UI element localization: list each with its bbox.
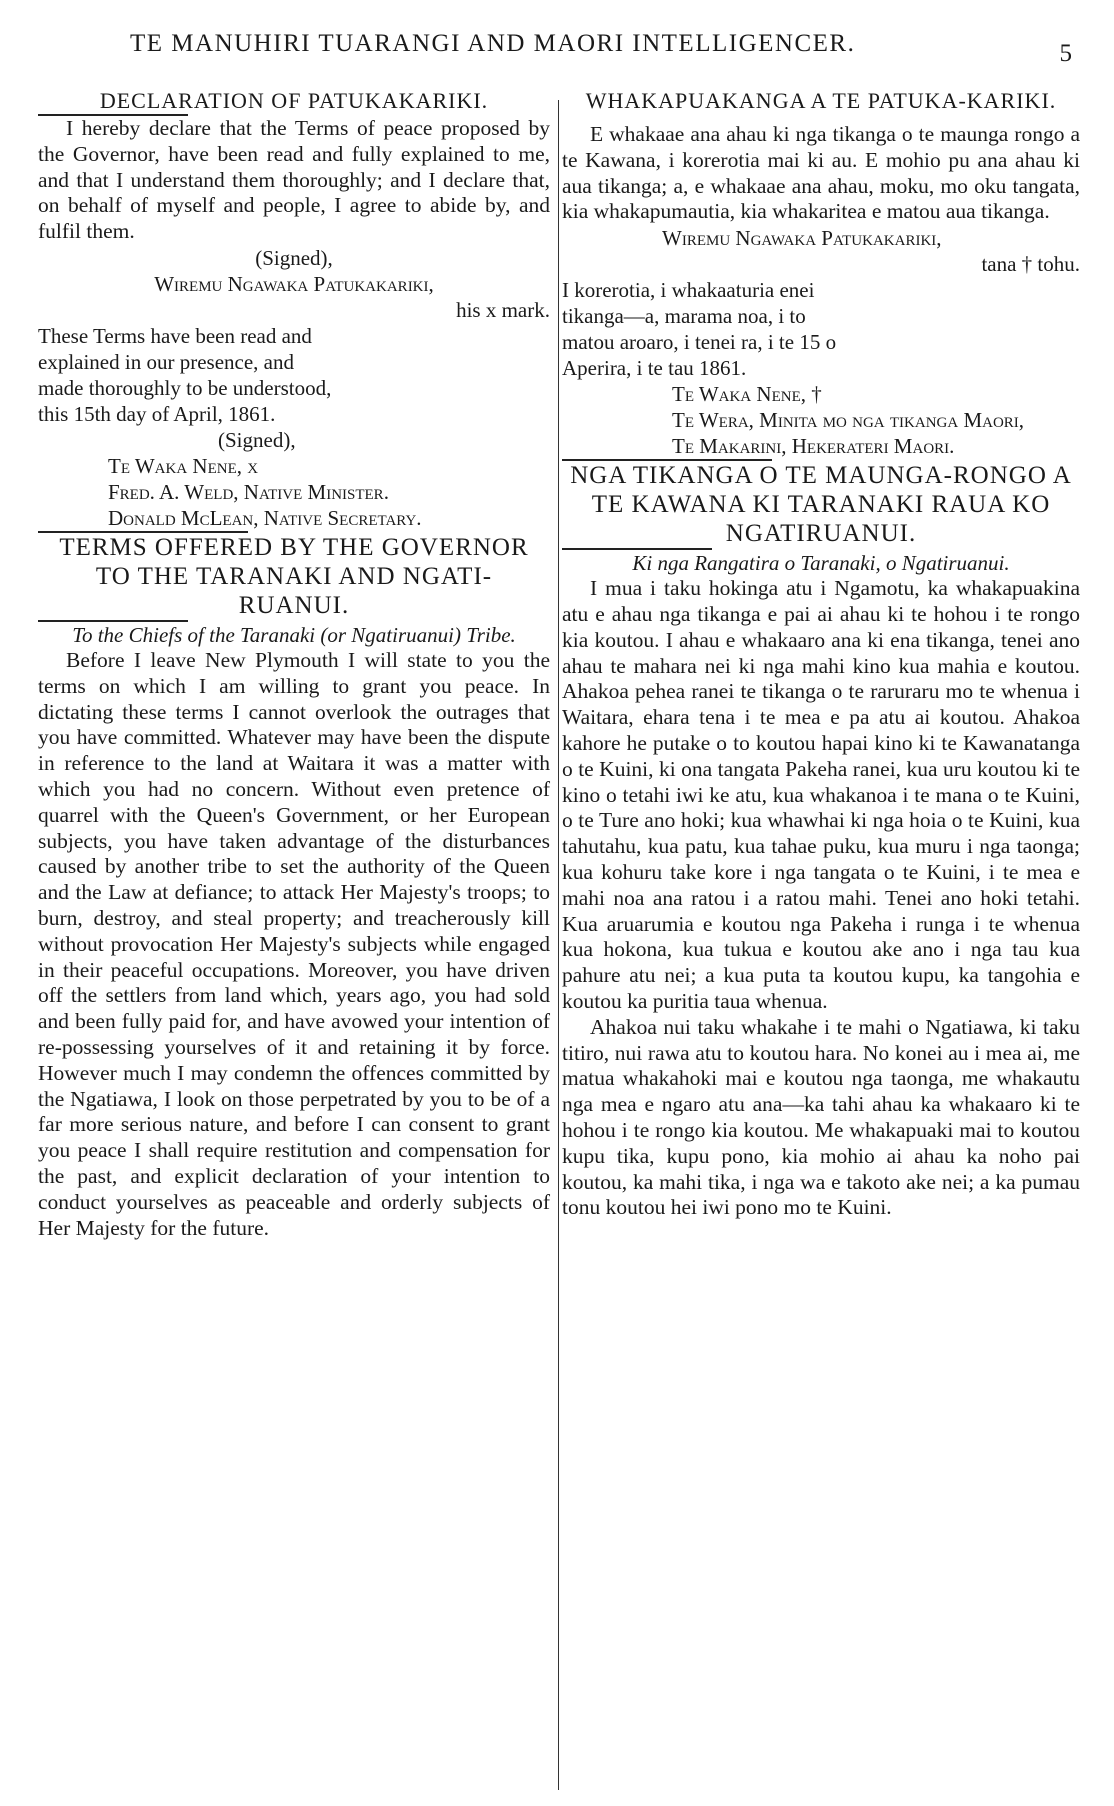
witness-name-mi: Te Waka Nene, † — [672, 382, 822, 407]
terms-body-en: Before I leave New Plymouth I will state to you the terms on which I am willing to grant you peace. In dictating these terms I cannot overlook the outrages that you have committed. Whatever may have been the dispute in reference to the land at Waitara it was a matter with which you had no concern. Without even pretence of quarrel with the Queen's Government, or her European subjects, you have taken advantage of the disturbances caused by another tribe to set the authority of the Queen and the Law at defiance; to attack Her Majesty's troops; to burn, destroy, and steal property; and treacherously kill without provocation Her Majesty's subjects while engaged in their peaceful occupations. Moreover, you have driven off the settlers from land which, years ago, you had sold and been fully paid for, and have avowed your intention of re-possessing yourselves of it and retaining it by force. However much I may condemn the offences committed by the Ngatiawa, I look on those perpetrated by you to be of a far more serious nature, and before I can consent to grant you peace I shall require restitution and compensation for the past, and explicit declaration of your intention to conduct yourselves as peaceable and orderly subjects of Her Majesty for the future. — [38, 647, 550, 1240]
witness-name: Fred. A. Weld, Native Minister. — [108, 479, 389, 504]
witness-statement: These Terms have been read and explained in our presence, and made thoroughly to be understood, this 15th day of April, 1861. — [38, 323, 332, 426]
terms-title-en: TERMS OFFERED BY THE GOVERNOR TO THE TARANAKI AND NGATI-RUANUI. — [59, 533, 529, 619]
witness-name-mi: Te Wera, Minita mo nga tikanga Maori, — [672, 408, 1025, 433]
declaration-body-mi: E whakaae ana ahau ki nga tikanga o te maunga rongo a te Kawana, i korerotia mai ki au. E mohio pu ana ahau ki aua tikanga; a, e whakaae ana ahau, moku, mo oku tangata, kia whakapumautia, kia whakaritea e matou aua tikanga. — [562, 122, 1080, 224]
declaration-title-en: DECLARATION OF PATUKAKARIKI. — [99, 88, 489, 113]
declaration-body-en: I hereby declare that the Terms of peace proposed by the Governor, have been read and fully explained to me, and that I understand them thoroughly; and I declare that, on behalf of myself and people, I agree to abide by, and fulfil them. — [38, 116, 550, 244]
left-column — [38, 88, 550, 1241]
witness-name: Donald McLean, Native Secretary. — [108, 505, 422, 530]
signed-label: (Signed), — [255, 245, 333, 270]
witness-name-mi: Te Makarini, Hekerateri Maori. — [672, 434, 955, 459]
signatory-mark-mi: tana † tohu. — [981, 252, 1080, 277]
terms-body-mi-1: I mua i taku hokinga atu i Ngamotu, ka whakapuakina atu e ahau nga tikanga e pai ai ahau ki te hohou i te rongo kia koutou. I ahau e whakaaro ana ki ena tikanga, tenei ano ahau te mahara nei ki nga mahi kino kua mahia e koutou. Ahakoa pehea ranei te tikanga o te raruraru mo te whenua i Waitara, ehara tena i te mea e pa atu ai koutou. Ahakoa kahore he putake o to koutou hapai kino ki te Kawanatanga o te Kuini, ki ona tangata Pakeha ranei, kua uru koutou ki te kino o tetahi iwi ke atu, kua whakanoa i te mana o te Kuini, o te Ture ano hoki; kua whawhai ki nga hoia o te Kuini, kua tahutahu, kua patu, kua tahae puku, kua muru i nga taonga; kua kohuru take kore i nga tangata o te Kuini, i te mea e mahi noa ana ratou i a ratou mahi. Tenei ano hoki tetahi. Kua aruarumia e koutou nga Pakeha i runga i te whenua kua hokona, kua tukua e koutou ake ano i nga tau kua pahure atu nei; a kua puta ta koutou kupu, ka tangohia e koutou ka puritia taua whenua. — [562, 576, 1080, 1013]
column-divider — [558, 100, 559, 1790]
signed-label-2: (Signed), — [218, 427, 296, 452]
terms-body-mi-2: Ahakoa nui taku whakahe i te mahi o Ngatiawa, ki taku titiro, nui rawa atu to koutou hara. No konei au i mea ai, me matua whakahoki mai e koutou nga taonga, me whakautu nga mea e ngaro atu ana—ka tahi ahau ka whakaaro ki te hohou i te rongo kia koutou. Me whakapuaki mai to koutou kupu tika, kupu pono, kia mohio ai ahau ka noho pai koutou, ka mahi tika, i nga wa e takoto ake nei; a ka pumau tonu koutou hei iwi pono mo te Kuini. — [562, 1014, 1080, 1220]
terms-title-mi: NGA TIKANGA O TE MAUNGA-RONGO A TE KAWANA KI TARANAKI RAUA KO NGATIRUANUI. — [570, 462, 1072, 548]
right-column — [562, 88, 1080, 1221]
page-number: 5 — [1059, 40, 1072, 67]
signatory-name: Wiremu Ngawaka Patukakariki, — [154, 271, 434, 296]
signatory-name-mi: Wiremu Ngawaka Patukakariki, — [662, 226, 942, 251]
terms-address-mi: Ki nga Rangatira o Taranaki, o Ngatiruanui. — [632, 551, 1010, 576]
declaration-title-mi: WHAKAPUAKANGA A TE PATUKA-KARIKI. — [585, 88, 1057, 113]
witness-name: Te Waka Nene, x — [108, 453, 259, 478]
signatory-mark: his x mark. — [456, 297, 550, 322]
running-title: TE MANUHIRI TUARANGI AND MAORI INTELLIGENCER. — [130, 30, 856, 57]
terms-address-en: To the Chiefs of the Taranaki (or Ngatiruanui) Tribe. — [72, 622, 516, 647]
witness-statement-mi: I korerotia, i whakaaturia enei tikanga—a, marama noa, i to matou aroaro, i tenei ra, i te 15 o Aperira, i te tau 1861. — [562, 278, 837, 381]
